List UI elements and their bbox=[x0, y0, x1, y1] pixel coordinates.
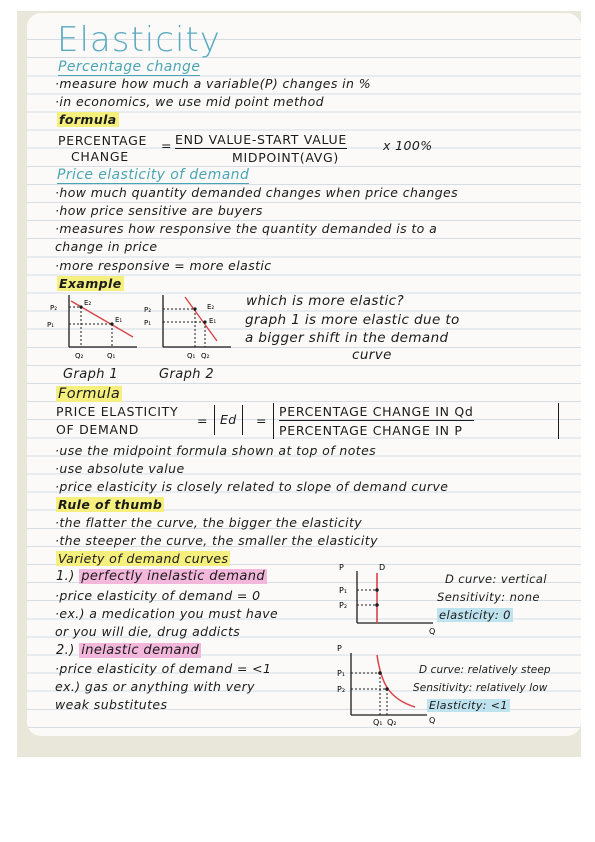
graph-note: Sensitivity: none bbox=[437, 590, 540, 604]
label-e2: E₂ bbox=[84, 299, 92, 307]
example-label-text: Example bbox=[59, 276, 122, 291]
subheading-text: inelastic demand bbox=[81, 643, 200, 658]
note-line: ·in economics, we use mid point method bbox=[55, 94, 324, 109]
notebook-page bbox=[27, 13, 581, 736]
graph-note bbox=[427, 698, 510, 714]
label-q2: Q₂ bbox=[75, 352, 84, 360]
graph-1-caption: Graph 1 bbox=[63, 367, 119, 382]
note-line: ex.) gas or anything with very bbox=[55, 679, 255, 694]
formula-heading bbox=[56, 386, 122, 402]
graph-perfectly-inelastic bbox=[333, 561, 443, 635]
point-e2 bbox=[79, 305, 82, 308]
label-e2: E₂ bbox=[207, 303, 215, 311]
note-line: ·price elasticity is closely related to slope of demand curve bbox=[55, 479, 449, 494]
page-title: Elasticity bbox=[57, 20, 221, 60]
ped-numerator: PERCENTAGE CHANGE IN Qd bbox=[279, 404, 474, 419]
graph-note: D curve: relatively steep bbox=[419, 664, 551, 676]
point bbox=[375, 588, 379, 592]
rule-heading-text: Rule of thumb bbox=[58, 497, 163, 512]
formula-lhs-top: PERCENTAGE bbox=[58, 133, 148, 148]
note-line: ·use absolute value bbox=[55, 461, 185, 476]
formula-denominator: MIDPOINT(AVG) bbox=[232, 150, 339, 165]
subheading-text: perfectly inelastic demand bbox=[81, 569, 266, 584]
note-line: ·how much quantity demanded changes when price changes bbox=[55, 185, 459, 200]
label-p2: P₂ bbox=[50, 304, 58, 312]
ped-ed: Ed bbox=[214, 405, 243, 435]
label-p1: P₁ bbox=[144, 319, 152, 327]
point-e2 bbox=[193, 307, 196, 310]
note-line: ·measure how much a variable(P) changes in % bbox=[55, 76, 372, 91]
ped-equals: = bbox=[197, 413, 209, 428]
label-q1: Q₁ bbox=[187, 352, 196, 360]
note-line: ·use the midpoint formula shown at top of notes bbox=[55, 443, 377, 458]
note-line: ·ex.) a medication you must have bbox=[55, 606, 279, 621]
formula-label-text: formula bbox=[59, 112, 117, 127]
formula-equals: = bbox=[161, 138, 173, 153]
point-e1 bbox=[203, 320, 206, 323]
rule-heading bbox=[56, 497, 164, 513]
label-e1: E₁ bbox=[115, 316, 123, 324]
variety-heading bbox=[56, 551, 230, 567]
graph-note-highlight: elasticity: 0 bbox=[439, 608, 511, 622]
label-e1: E₁ bbox=[209, 317, 217, 325]
note-line: or you will die, drug addicts bbox=[55, 624, 241, 639]
graph-2-caption: Graph 2 bbox=[159, 367, 215, 382]
note-line: ·how price sensitive are buyers bbox=[55, 203, 263, 218]
subheading-inelastic bbox=[56, 643, 201, 659]
graph-note: D curve: vertical bbox=[445, 572, 547, 586]
label-d: D bbox=[379, 563, 386, 572]
label-q-axis: Q bbox=[429, 716, 436, 725]
demand-curve bbox=[377, 655, 415, 707]
note-line: weak substitutes bbox=[55, 697, 168, 712]
formula-label bbox=[57, 112, 119, 128]
graph-2 bbox=[139, 291, 239, 366]
formula-numerator: END VALUE-START VALUE bbox=[175, 132, 347, 147]
ped-lhs-bottom: OF DEMAND bbox=[56, 422, 140, 437]
example-label bbox=[57, 276, 124, 292]
point bbox=[385, 687, 389, 691]
label-q1: Q₁ bbox=[107, 352, 116, 360]
heading-percentage-change: Percentage change bbox=[58, 59, 201, 75]
note-line: change in price bbox=[55, 239, 158, 254]
graph-1 bbox=[45, 291, 145, 366]
label-q2: Q₂ bbox=[387, 718, 397, 727]
formula-heading-text: Formula bbox=[58, 386, 121, 402]
label-p1: P₁ bbox=[337, 669, 346, 678]
ped-denominator: PERCENTAGE CHANGE IN P bbox=[279, 423, 463, 438]
label-p2: P₂ bbox=[337, 685, 346, 694]
ped-lhs-top: PRICE ELASTICITY bbox=[56, 404, 179, 419]
label-q2: Q₂ bbox=[201, 352, 210, 360]
example-answer-line: graph 1 is more elastic due to bbox=[245, 312, 460, 328]
label-p2: P₂ bbox=[144, 306, 152, 314]
note-line: ·price elasticity of demand = 0 bbox=[55, 588, 261, 603]
graph-note-highlight: Elasticity: <1 bbox=[429, 699, 508, 712]
label-p2: P₂ bbox=[339, 601, 348, 610]
label-p-axis: P bbox=[337, 644, 342, 653]
variety-heading-text: Variety of demand curves bbox=[58, 551, 229, 566]
note-line: ·the steeper the curve, the smaller the elasticity bbox=[55, 533, 378, 548]
example-question: which is more elastic? bbox=[246, 293, 405, 309]
label-q-axis: Q bbox=[429, 627, 436, 635]
label-p1: P₁ bbox=[339, 586, 348, 595]
point-e1 bbox=[110, 322, 113, 325]
subheading-perfectly-inelastic bbox=[56, 569, 267, 585]
note-line: ·measures how responsive the quantity demanded is to a bbox=[55, 221, 438, 236]
subheading-number: 1.) bbox=[56, 569, 75, 584]
subheading-number: 2.) bbox=[56, 643, 75, 658]
graph-note: Sensitivity: relatively low bbox=[413, 682, 548, 694]
point bbox=[378, 671, 382, 675]
formula-lhs-bottom: CHANGE bbox=[71, 149, 129, 164]
label-p-axis: P bbox=[339, 563, 344, 572]
note-line: ·price elasticity of demand = <1 bbox=[55, 661, 272, 676]
graph-note bbox=[437, 607, 513, 623]
note-line: ·the flatter the curve, the bigger the elasticity bbox=[55, 515, 363, 530]
label-q1: Q₁ bbox=[373, 718, 383, 727]
ped-equals-2: = bbox=[256, 413, 268, 428]
point bbox=[375, 603, 379, 607]
example-answer-line: a bigger shift in the demand bbox=[245, 330, 449, 346]
example-answer-line: curve bbox=[352, 347, 392, 363]
heading-price-elasticity: Price elasticity of demand bbox=[57, 167, 250, 183]
note-line: ·more responsive = more elastic bbox=[55, 258, 272, 273]
label-p1: P₁ bbox=[47, 321, 55, 329]
formula-times: x 100% bbox=[383, 138, 433, 153]
